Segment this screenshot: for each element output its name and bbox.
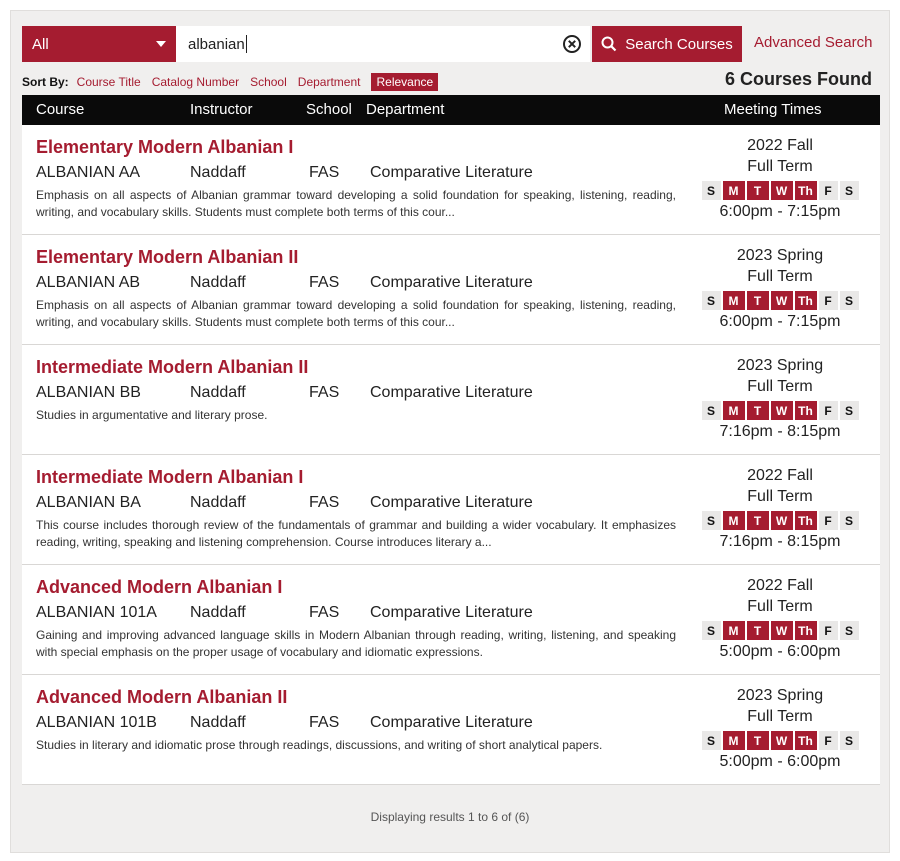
search-courses-button[interactable]: [592, 26, 742, 62]
term: 2023 Spring: [736, 357, 824, 374]
school-name: FAS: [309, 604, 340, 621]
term-length: Full Term: [747, 268, 813, 285]
catalog-number: ALBANIAN BB: [36, 384, 141, 401]
course-description: Gaining and improving advanced language skills in Modern Albanian through reading, writing, listening, and speaking with special emphasis on the proper usage of vocabulary and idiomatic expressions.: [36, 628, 676, 659]
col-department: Department: [366, 101, 445, 118]
day-4: Th: [795, 731, 817, 750]
meeting-times: [690, 685, 870, 771]
day-4: Th: [795, 291, 817, 310]
day-5: F: [819, 181, 838, 200]
course-title-link[interactable]: Elementary Modern Albanian II: [36, 247, 299, 267]
term: 2022 Fall: [747, 467, 813, 484]
term-length: Full Term: [747, 158, 813, 175]
catalog-number: ALBANIAN AA: [36, 164, 141, 181]
sort-department[interactable]: Department: [297, 75, 361, 89]
school-name: FAS: [309, 274, 340, 291]
term-length: Full Term: [747, 708, 813, 725]
course-row[interactable]: [22, 675, 880, 785]
day-3: W: [771, 181, 793, 200]
day-5: F: [819, 731, 838, 750]
meeting-times: [690, 465, 870, 551]
course-row[interactable]: [22, 125, 880, 235]
day-4: Th: [795, 511, 817, 530]
instructor-name: Naddaff: [190, 494, 246, 511]
term-length: Full Term: [747, 378, 813, 395]
term: 2023 Spring: [736, 247, 824, 264]
course-row[interactable]: [22, 345, 880, 455]
day-1: M: [723, 731, 745, 750]
course-title-link[interactable]: Intermediate Modern Albanian II: [36, 357, 309, 377]
sort-catalog-number[interactable]: Catalog Number: [151, 75, 240, 89]
col-school: School: [306, 101, 352, 118]
col-meeting-times: Meeting Times: [724, 101, 822, 118]
meeting-days: [690, 731, 870, 750]
col-course: Course: [36, 101, 85, 118]
sort-course-title[interactable]: Course Title: [76, 75, 141, 89]
department-name: Comparative Literature: [370, 494, 533, 511]
day-6: S: [840, 731, 859, 750]
day-5: F: [819, 511, 838, 530]
scope-value: All: [32, 35, 49, 53]
school-name: FAS: [309, 164, 340, 181]
course-row[interactable]: [22, 235, 880, 345]
results-header: [22, 95, 880, 125]
meeting-days: [690, 621, 870, 640]
course-description: Studies in argumentative and literary prose.: [36, 408, 268, 422]
course-title-link[interactable]: Advanced Modern Albanian II: [36, 687, 288, 707]
text-cursor: [246, 35, 247, 53]
day-0: S: [702, 401, 721, 420]
day-3: W: [771, 621, 793, 640]
day-6: S: [840, 511, 859, 530]
course-row[interactable]: [22, 565, 880, 675]
day-5: F: [819, 291, 838, 310]
search-input[interactable]: [176, 26, 590, 62]
sort-label: Sort By:: [22, 75, 69, 89]
day-1: M: [723, 181, 745, 200]
day-1: M: [723, 621, 745, 640]
course-row[interactable]: [22, 455, 880, 565]
term: 2022 Fall: [747, 577, 813, 594]
day-5: F: [819, 621, 838, 640]
instructor-name: Naddaff: [190, 604, 246, 621]
term-length: Full Term: [747, 598, 813, 615]
meeting-days: [690, 291, 870, 310]
meeting-time: 7:16pm - 8:15pm: [719, 423, 841, 440]
search-bar: [22, 26, 882, 62]
day-3: W: [771, 731, 793, 750]
day-3: W: [771, 511, 793, 530]
school-name: FAS: [309, 494, 340, 511]
clear-search-icon[interactable]: [562, 34, 582, 54]
sort-relevance[interactable]: Relevance: [371, 73, 438, 91]
advanced-search-link[interactable]: Advanced Search: [754, 34, 873, 51]
course-title-link[interactable]: Intermediate Modern Albanian I: [36, 467, 304, 487]
school-name: FAS: [309, 714, 340, 731]
day-2: T: [747, 511, 769, 530]
course-description: Studies in literary and idiomatic prose through readings, discussions, and writing of short analytical papers.: [36, 738, 603, 752]
search-query: albanian: [188, 35, 245, 53]
instructor-name: Naddaff: [190, 384, 246, 401]
day-6: S: [840, 401, 859, 420]
course-title-link[interactable]: Advanced Modern Albanian I: [36, 577, 283, 597]
pagination-status: Displaying results 1 to 6 of (6): [370, 810, 530, 824]
search-icon: [601, 36, 617, 52]
meeting-time: 6:00pm - 7:15pm: [719, 203, 841, 220]
day-0: S: [702, 291, 721, 310]
course-description: Emphasis on all aspects of Albanian grammar toward developing a solid foundation for speaking, listening, reading, writing, and vocabulary skills. Students must complete both terms of this cour...: [36, 298, 676, 329]
meeting-days: [690, 401, 870, 420]
term-length: Full Term: [747, 488, 813, 505]
chevron-down-icon: [156, 41, 166, 47]
day-4: Th: [795, 401, 817, 420]
day-6: S: [840, 291, 859, 310]
col-instructor: Instructor: [190, 101, 253, 118]
day-2: T: [747, 181, 769, 200]
day-6: S: [840, 621, 859, 640]
meeting-time: 5:00pm - 6:00pm: [719, 753, 841, 770]
department-name: Comparative Literature: [370, 384, 533, 401]
day-6: S: [840, 181, 859, 200]
search-button-label: Search Courses: [625, 35, 733, 53]
department-name: Comparative Literature: [370, 274, 533, 291]
course-description: Emphasis on all aspects of Albanian grammar toward developing a solid foundation for speaking, listening, reading, writing, and vocabulary skills. Students must complete both terms of this cour...: [36, 188, 676, 219]
department-name: Comparative Literature: [370, 164, 533, 181]
day-2: T: [747, 401, 769, 420]
meeting-days: [690, 181, 870, 200]
department-name: Comparative Literature: [370, 604, 533, 621]
school-name: FAS: [309, 384, 340, 401]
meeting-time: 7:16pm - 8:15pm: [719, 533, 841, 550]
term: 2022 Fall: [747, 137, 813, 154]
day-5: F: [819, 401, 838, 420]
meeting-times: [690, 135, 870, 221]
day-0: S: [702, 511, 721, 530]
day-3: W: [771, 401, 793, 420]
scope-select[interactable]: [22, 26, 176, 62]
day-1: M: [723, 511, 745, 530]
catalog-number: ALBANIAN BA: [36, 494, 141, 511]
day-0: S: [702, 731, 721, 750]
results-list: [22, 125, 880, 785]
day-2: T: [747, 731, 769, 750]
instructor-name: Naddaff: [190, 274, 246, 291]
meeting-times: [690, 245, 870, 331]
day-3: W: [771, 291, 793, 310]
day-0: S: [702, 621, 721, 640]
day-2: T: [747, 291, 769, 310]
sort-school[interactable]: School: [250, 75, 287, 89]
meeting-days: [690, 511, 870, 530]
catalog-number: ALBANIAN AB: [36, 274, 141, 291]
day-1: M: [723, 401, 745, 420]
day-0: S: [702, 181, 721, 200]
instructor-name: Naddaff: [190, 714, 246, 731]
day-1: M: [723, 291, 745, 310]
day-4: Th: [795, 181, 817, 200]
instructor-name: Naddaff: [190, 164, 246, 181]
department-name: Comparative Literature: [370, 714, 533, 731]
meeting-time: 5:00pm - 6:00pm: [719, 643, 841, 660]
sort-bar: [22, 72, 438, 92]
results-count: 6 Courses Found: [724, 69, 872, 89]
course-title-link[interactable]: Elementary Modern Albanian I: [36, 137, 294, 157]
meeting-times: [690, 355, 870, 441]
meeting-time: 6:00pm - 7:15pm: [719, 313, 841, 330]
day-4: Th: [795, 621, 817, 640]
day-2: T: [747, 621, 769, 640]
meeting-times: [690, 575, 870, 661]
term: 2023 Spring: [736, 687, 824, 704]
catalog-number: ALBANIAN 101B: [36, 714, 157, 731]
course-description: This course includes thorough review of the fundamentals of grammar and building a wider vocabulary. It emphasizes reading, writing, speaking and listening comprehension. Course introduces literary a...: [36, 518, 676, 549]
catalog-number: ALBANIAN 101A: [36, 604, 157, 621]
